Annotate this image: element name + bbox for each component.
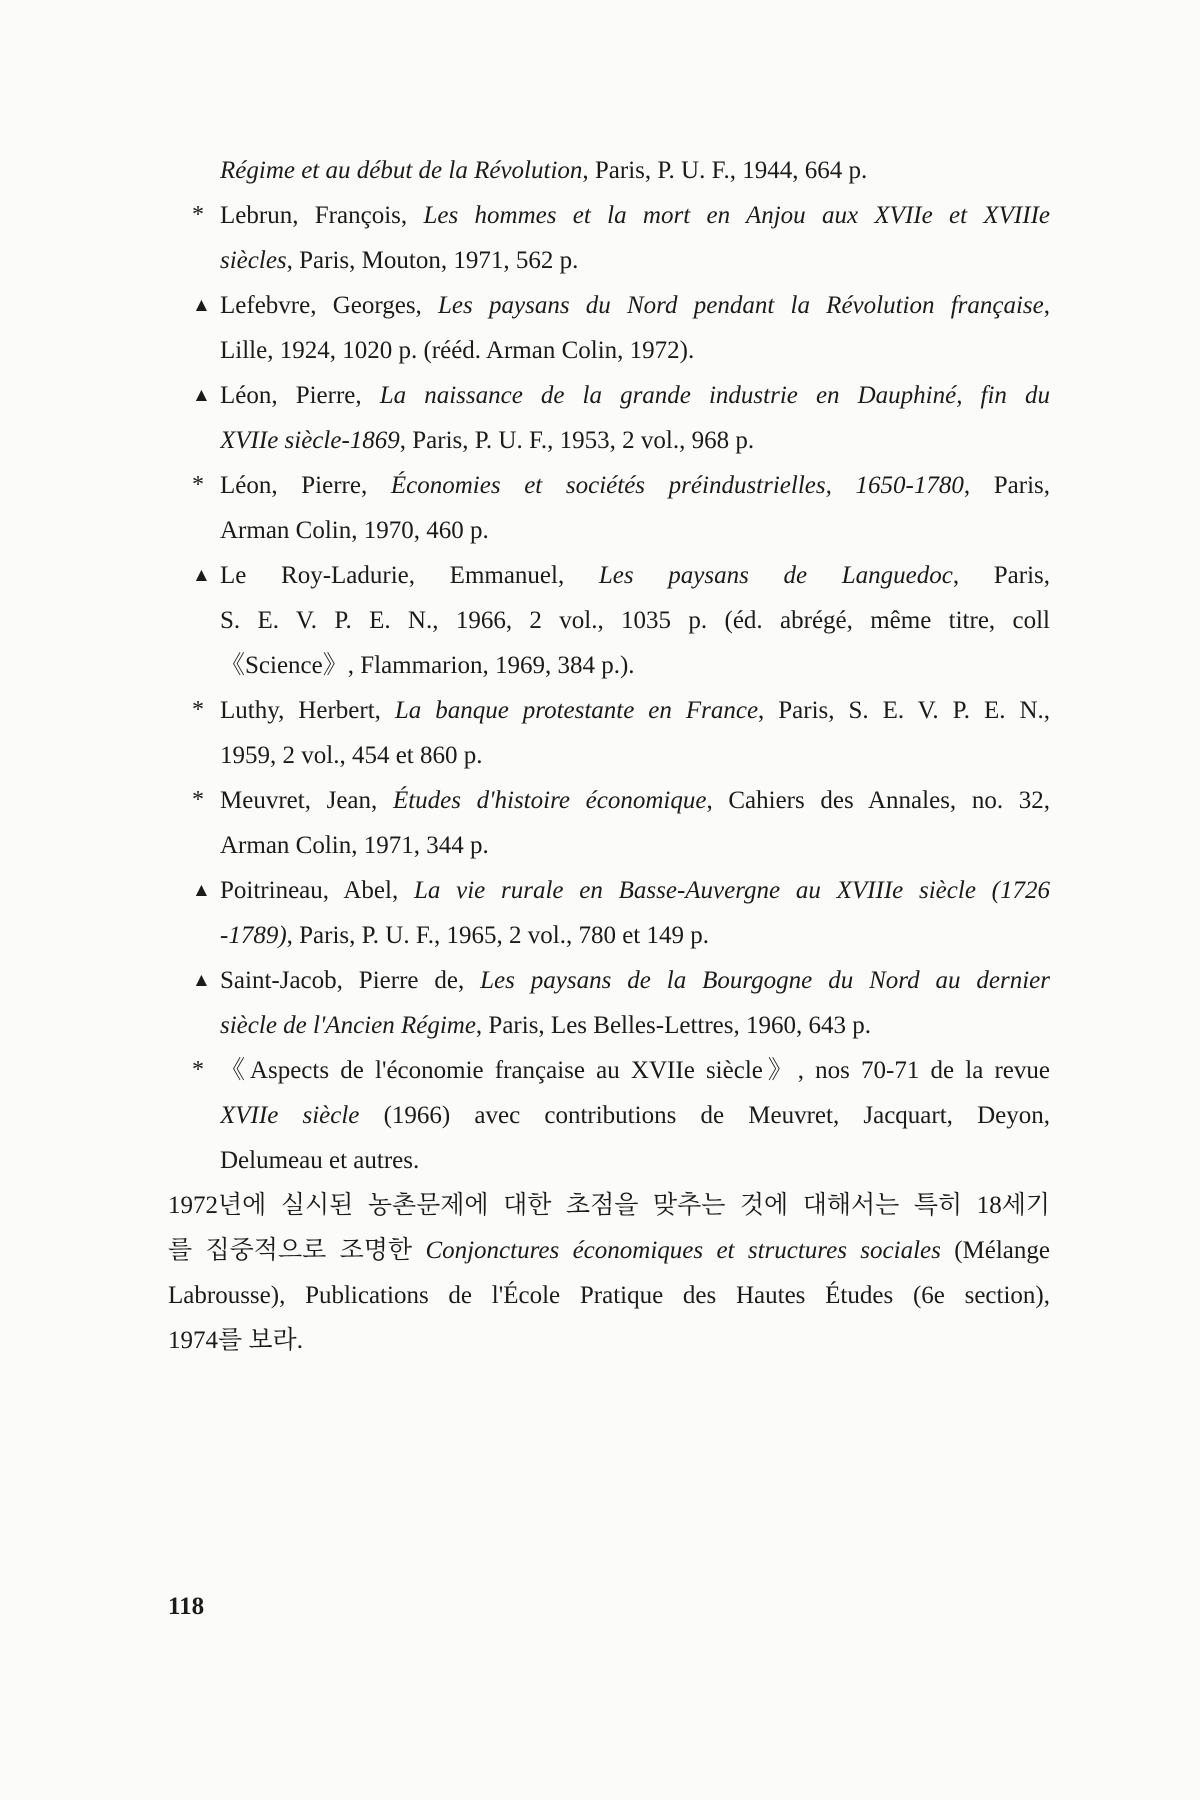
bibliography-entry	[168, 958, 1050, 1048]
text-line	[220, 958, 1050, 1003]
italic-title: XVIIe siècle-1869	[220, 427, 400, 454]
italic-title: -1789)	[220, 922, 287, 949]
text-line	[220, 193, 1050, 238]
text-run: 를 집중적으로 조명한	[168, 1237, 426, 1264]
bibliography-list	[168, 148, 1050, 1183]
italic-title: Régime et au début de la Révolution	[220, 157, 583, 184]
text-run: Arman Colin, 1970, 460 p.	[220, 517, 489, 544]
triangle-marker: ▲	[192, 295, 211, 316]
bibliography-entry	[168, 688, 1050, 778]
text-line	[220, 598, 1050, 643]
text-run: Labrousse), Publications de l'École Pratique des Hautes Études (6e section),	[168, 1282, 1050, 1309]
bibliography-entry	[168, 148, 1050, 193]
text-run: , Paris, P. U. F., 1953, 2 vol., 968 p.	[399, 427, 755, 454]
text-line	[220, 688, 1050, 733]
text-line	[220, 553, 1050, 598]
asterisk-marker: *	[192, 472, 204, 498]
bibliography-text	[168, 148, 1050, 1363]
text-run: Poitrineau, Abel,	[220, 877, 414, 904]
text-line	[168, 1228, 1050, 1273]
asterisk-marker: *	[192, 697, 204, 723]
italic-title: Études d'histoire économique	[392, 787, 707, 814]
italic-title: Les paysans de la Bourgogne du Nord au dernier	[480, 967, 1050, 994]
text-run: , Paris, Mouton, 1971, 562 p.	[286, 247, 579, 274]
asterisk-marker: *	[192, 1057, 204, 1083]
text-run: , Cahiers des Annales, no. 32,	[706, 787, 1050, 814]
asterisk-marker: *	[192, 787, 204, 813]
triangle-marker: ▲	[192, 880, 211, 901]
text-line	[220, 778, 1050, 823]
text-line	[220, 463, 1050, 508]
bibliography-entry	[168, 283, 1050, 373]
asterisk-marker: *	[192, 202, 204, 228]
text-run: (Mélange	[940, 1237, 1050, 1264]
text-line	[220, 823, 1050, 868]
text-run: , Paris,	[963, 472, 1050, 499]
italic-title: siècle de l'Ancien Régime	[220, 1012, 476, 1039]
text-line	[220, 238, 1050, 283]
text-run: , Paris, P. U. F., 1944, 664 p.	[582, 157, 868, 184]
text-line	[220, 868, 1050, 913]
text-line	[220, 1093, 1050, 1138]
text-run: 《Science》, Flammarion, 1969, 384 p.).	[220, 652, 635, 679]
text-run: Lebrun, François,	[220, 202, 424, 229]
triangle-marker: ▲	[192, 970, 211, 991]
bibliography-entry	[168, 373, 1050, 463]
text-line	[220, 373, 1050, 418]
italic-title: Les paysans de Languedoc	[598, 562, 953, 589]
bibliography-entry	[168, 778, 1050, 868]
text-run: Léon, Pierre,	[220, 472, 391, 499]
italic-title: Économies et sociétés préindustrielles, 1650-1780	[390, 472, 964, 499]
italic-title: Les paysans du Nord pendant la Révolution française	[438, 292, 1044, 319]
text-run: 1974를 보라.	[168, 1327, 303, 1354]
text-line	[168, 1183, 1050, 1228]
text-line	[220, 418, 1050, 463]
text-line	[220, 733, 1050, 778]
italic-title: La naissance de la grande industrie en Dauphiné, fin du	[379, 382, 1050, 409]
text-run: Arman Colin, 1971, 344 p.	[220, 832, 489, 859]
text-run: Saint-Jacob, Pierre de,	[220, 967, 481, 994]
italic-title: Les hommes et la mort en Anjou aux XVIIe et XVIIIe	[423, 202, 1050, 229]
text-run: 1959, 2 vol., 454 et 860 p.	[220, 742, 483, 769]
text-run: Delumeau et autres.	[220, 1147, 420, 1174]
italic-title: La vie rurale en Basse-Auvergne au XVIIIe siècle (1726	[413, 877, 1050, 904]
italic-title: siècles	[220, 247, 287, 274]
bibliography-entry	[168, 193, 1050, 283]
text-run: Léon, Pierre,	[220, 382, 380, 409]
footnote-paragraph	[168, 1183, 1050, 1363]
text-line	[168, 1318, 1050, 1363]
text-run: (1966) avec contributions de Meuvret, Jacquart, Deyon,	[359, 1102, 1050, 1129]
bibliography-entry	[168, 553, 1050, 688]
text-run: 《Aspects de l'économie française au XVIIe siècle》, nos 70-71 de la revue	[220, 1057, 1050, 1084]
page-number: 118	[168, 1593, 205, 1620]
text-run: Meuvret, Jean,	[220, 787, 393, 814]
text-line	[220, 913, 1050, 958]
text-run: S. E. V. P. E. N., 1966, 2 vol., 1035 p. (éd. abrégé, même titre, coll	[220, 607, 1050, 634]
text-run: , Paris, S. E. V. P. E. N.,	[758, 697, 1050, 724]
text-line	[220, 643, 1050, 688]
bibliography-entry	[168, 868, 1050, 958]
text-run: , Paris, P. U. F., 1965, 2 vol., 780 et 149 p.	[286, 922, 709, 949]
text-line	[220, 148, 1050, 193]
text-run: Lille, 1924, 1020 p. (rééd. Arman Colin, 1972).	[220, 337, 695, 364]
text-run: , Paris, Les Belles-Lettres, 1960, 643 p.	[475, 1012, 871, 1039]
text-line	[220, 328, 1050, 373]
text-run: ,	[1043, 292, 1050, 319]
text-line	[220, 1003, 1050, 1048]
text-line	[220, 283, 1050, 328]
bibliography-entry	[168, 463, 1050, 553]
italic-title: La banque protestante en France	[394, 697, 759, 724]
text-line	[168, 1273, 1050, 1318]
text-run: 1972년에 실시된 농촌문제에 대한 초점을 맞추는 것에 대해서는 특히 18세기	[168, 1192, 1050, 1219]
triangle-marker: ▲	[192, 565, 211, 586]
text-run: Lefebvre, Georges,	[220, 292, 439, 319]
triangle-marker: ▲	[192, 385, 211, 406]
text-line	[220, 508, 1050, 553]
italic-title: Conjonctures économiques et structures sociales	[425, 1237, 941, 1264]
bibliography-entry	[168, 1048, 1050, 1183]
text-line	[220, 1138, 1050, 1183]
text-run: Luthy, Herbert,	[220, 697, 395, 724]
text-run: Le Roy-Ladurie, Emmanuel,	[220, 562, 599, 589]
text-run: , Paris,	[952, 562, 1050, 589]
text-line	[220, 1048, 1050, 1093]
italic-title: XVIIe siècle	[220, 1102, 360, 1129]
